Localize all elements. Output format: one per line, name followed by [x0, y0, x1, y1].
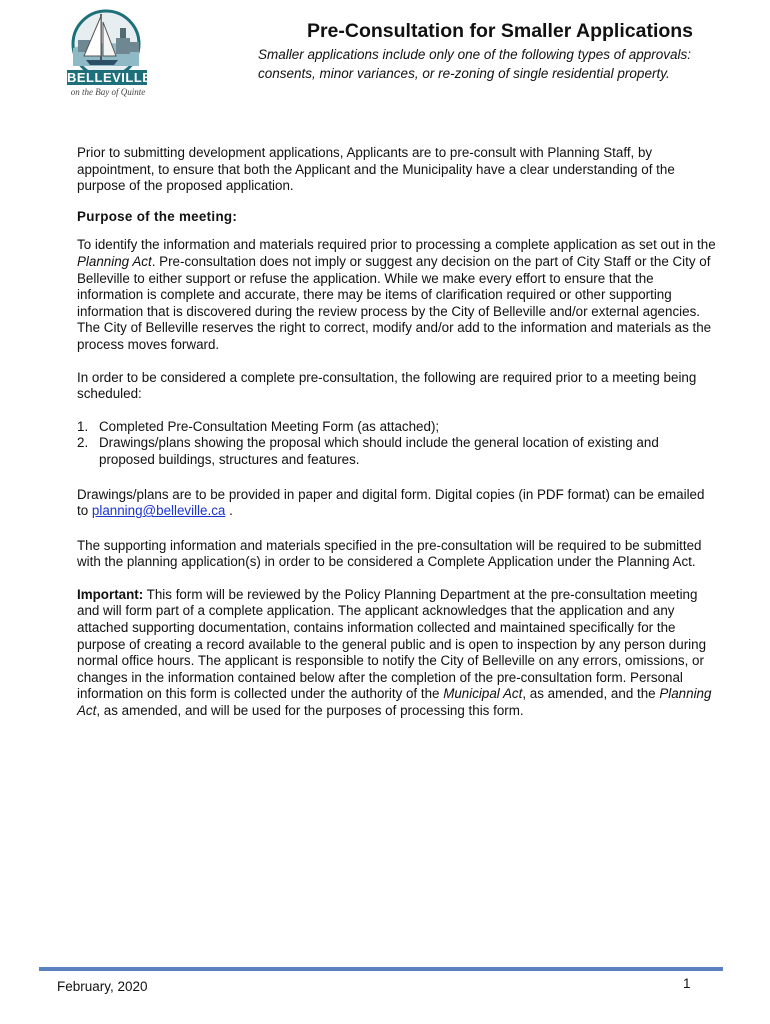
list-item-text: Completed Pre-Consultation Meeting Form (as attached); — [99, 418, 440, 434]
important-act-2: Planning Act — [77, 686, 712, 719]
list-item-number: 1. — [77, 418, 89, 434]
logo-city-name: BELLEVILLE — [67, 70, 152, 85]
drawings-paragraph — [77, 487, 717, 520]
important-paragraph — [77, 587, 717, 720]
footer-date: February, 2020 — [57, 979, 148, 994]
footer-divider — [39, 967, 723, 971]
page-number: 1 — [683, 976, 691, 991]
page-subtitle: Smaller applications include only one of the following types of approvals: consents, minor variances, or re-zoning of single residential property. — [258, 47, 692, 81]
important-text-1: This form will be reviewed by the Policy Planning Department at the pre-consultation meeting and will form part of a complete application. The applicant acknowledges that the application and any attached supporting documentation, contains information collected and maintained specifically for the purpose of creating a record available to the general public and is open to inspection by any person during normal office hours. The applicant is responsible to notify the City of Belleville on any errors, omissions, or changes in the information contained below after the completion of the pre-consultation form. Personal information on this form is collected under the authority of the — [77, 586, 707, 702]
document-body — [77, 145, 717, 720]
list-item-text: Drawings/plans showing the proposal which should include the general location of existing and proposed buildings, structures and features. — [99, 435, 659, 467]
supporting-paragraph: The supporting information and materials specified in the pre-consultation will be required to be submitted with the planning application(s) in order to be considered a Complete Application under the Planning Act. — [77, 537, 702, 570]
important-text-2: , as amended, and the — [522, 686, 660, 702]
required-intro: In order to be considered a complete pre-consultation, the following are required prior to a meeting being scheduled: — [77, 369, 697, 402]
drawings-text: Drawings/plans are to be provided in paper and digital form. Digital copies (in PDF format) can be emailed to — [77, 486, 705, 519]
list-item — [77, 435, 717, 468]
purpose-text-2: . Pre-consultation does not imply or suggest any decision on the part of City Staff or the City of Belleville to either support or refuse the application. While we make every effort to ensure that the information is complete and accurate, there may be items of clarification required or other supporting information that is discovered during the review process by the City of Belleville and/or external agencies. The City of Belleville reserves the right to correct, modify and/or add to the information and materials as the process moves forward. — [77, 253, 712, 352]
required-list — [77, 419, 717, 469]
intro-paragraph: Prior to submitting development applications, Applicants are to pre-consult with Planning Staff, by appointment, to ensure that both the Applicant and the Municipality have a clear understanding of the purpose of the proposed application. — [77, 145, 675, 194]
belleville-logo — [56, 8, 156, 102]
drawings-end: . — [225, 503, 233, 519]
purpose-act: Planning Act — [77, 253, 152, 269]
important-text-3: , as amended, and will be used for the purposes of processing this form. — [96, 703, 524, 719]
list-item — [77, 419, 717, 436]
email-link[interactable]: planning@belleville.ca — [91, 503, 226, 519]
important-label: Important: — [77, 586, 144, 602]
important-act-1: Municipal Act — [443, 686, 523, 702]
purpose-heading: Purpose of the meeting: — [77, 208, 238, 224]
page-title: Pre-Consultation for Smaller Applications — [306, 20, 694, 42]
purpose-text-1: To identify the information and materials required prior to processing a complete application as set out in the — [77, 237, 716, 253]
purpose-paragraph — [77, 237, 717, 353]
logo-tagline: on the Bay of Quinte — [70, 87, 146, 97]
list-item-number: 2. — [77, 435, 89, 451]
